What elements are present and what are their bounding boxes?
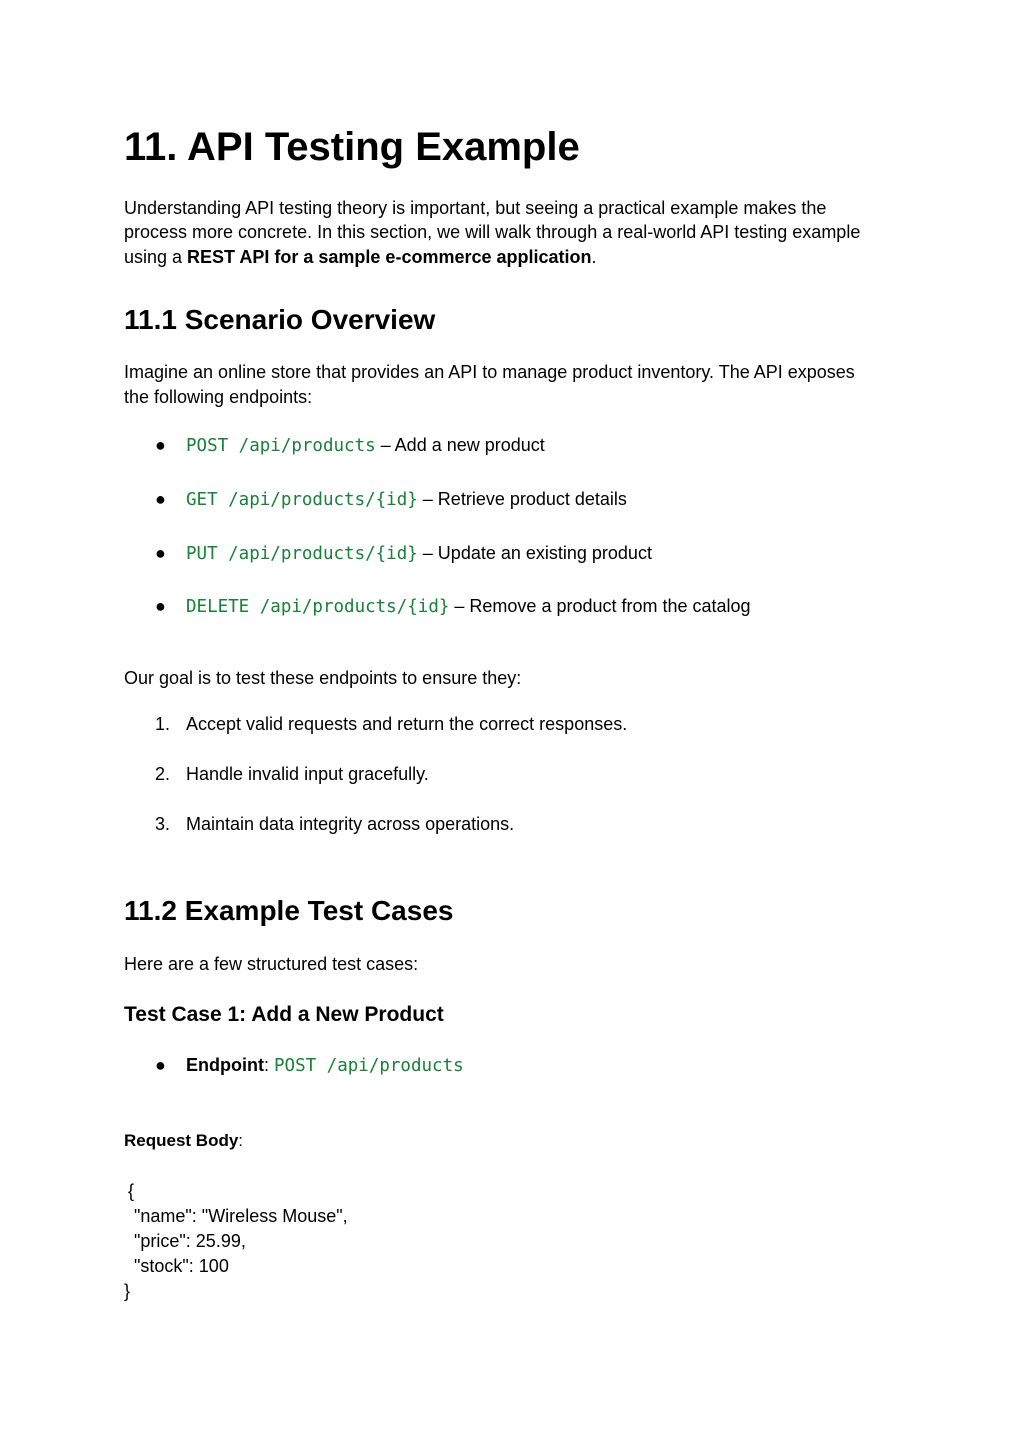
item-number: 2. (155, 764, 171, 784)
goal-text: Our goal is to test these endpoints to ensure they: (124, 668, 522, 688)
section-heading-scenario: 11.1 Scenario Overview (124, 304, 436, 335)
endpoint-desc: – Retrieve product details (417, 489, 627, 509)
endpoint-label: Endpoint (186, 1055, 264, 1075)
bullet-icon: ● (155, 1055, 166, 1075)
bullet-icon: ● (155, 543, 166, 563)
json-line: "stock": 100 (134, 1256, 229, 1276)
json-line: "price": 25.99, (134, 1231, 246, 1251)
endpoint-code: PUT /api/products/{id} (186, 544, 418, 564)
bullet-icon: ● (155, 489, 166, 509)
endpoint-code: POST /api/products (274, 1056, 464, 1076)
test-cases-intro: Here are a few structured test cases: (124, 954, 419, 974)
json-line: } (124, 1281, 131, 1301)
item-number: 1. (155, 714, 171, 734)
intro-text: using a (124, 247, 188, 267)
json-line: "name": "Wireless Mouse", (134, 1206, 348, 1226)
item-text: Accept valid requests and return the correct responses. (186, 714, 628, 734)
intro-period: . (591, 247, 597, 267)
request-body-label (124, 1130, 243, 1152)
intro-bold: REST API for a sample e-commerce application (187, 247, 592, 267)
endpoint-code: POST /api/products (186, 436, 376, 456)
bullet-icon: ● (155, 596, 166, 616)
intro-line-1: Understanding API testing theory is important, but seeing a practical example makes the (124, 198, 827, 218)
request-body-colon: : (238, 1131, 244, 1150)
numbered-item (155, 812, 515, 836)
numbered-item (155, 712, 628, 736)
endpoint-desc: – Update an existing product (417, 543, 652, 563)
endpoint-sep: : (263, 1055, 274, 1075)
endpoint-desc: – Remove a product from the catalog (449, 596, 751, 616)
section-heading-test-cases: 11.2 Example Test Cases (124, 895, 454, 926)
scenario-para-1: Imagine an online store that provides an API to manage product inventory. The API exposes (124, 362, 855, 382)
item-number: 3. (155, 814, 171, 834)
scenario-para-2: the following endpoints: (124, 387, 313, 407)
bullet-icon: ● (155, 435, 166, 455)
item-text: Handle invalid input gracefully. (186, 764, 429, 784)
endpoint-code: DELETE /api/products/{id} (186, 597, 450, 617)
page-title: 11. API Testing Example (124, 125, 580, 169)
endpoint-desc: – Add a new product (375, 435, 545, 455)
test-case-heading: Test Case 1: Add a New Product (124, 1003, 444, 1026)
intro-line-3 (124, 245, 597, 269)
json-line: { (128, 1181, 135, 1201)
item-text: Maintain data integrity across operations. (186, 814, 515, 834)
endpoint-code: GET /api/products/{id} (186, 490, 418, 510)
request-body-text: Request Body (124, 1131, 239, 1150)
intro-line-2: process more concrete. In this section, we will walk through a real-world API testing example (124, 222, 861, 242)
numbered-item (155, 762, 429, 786)
